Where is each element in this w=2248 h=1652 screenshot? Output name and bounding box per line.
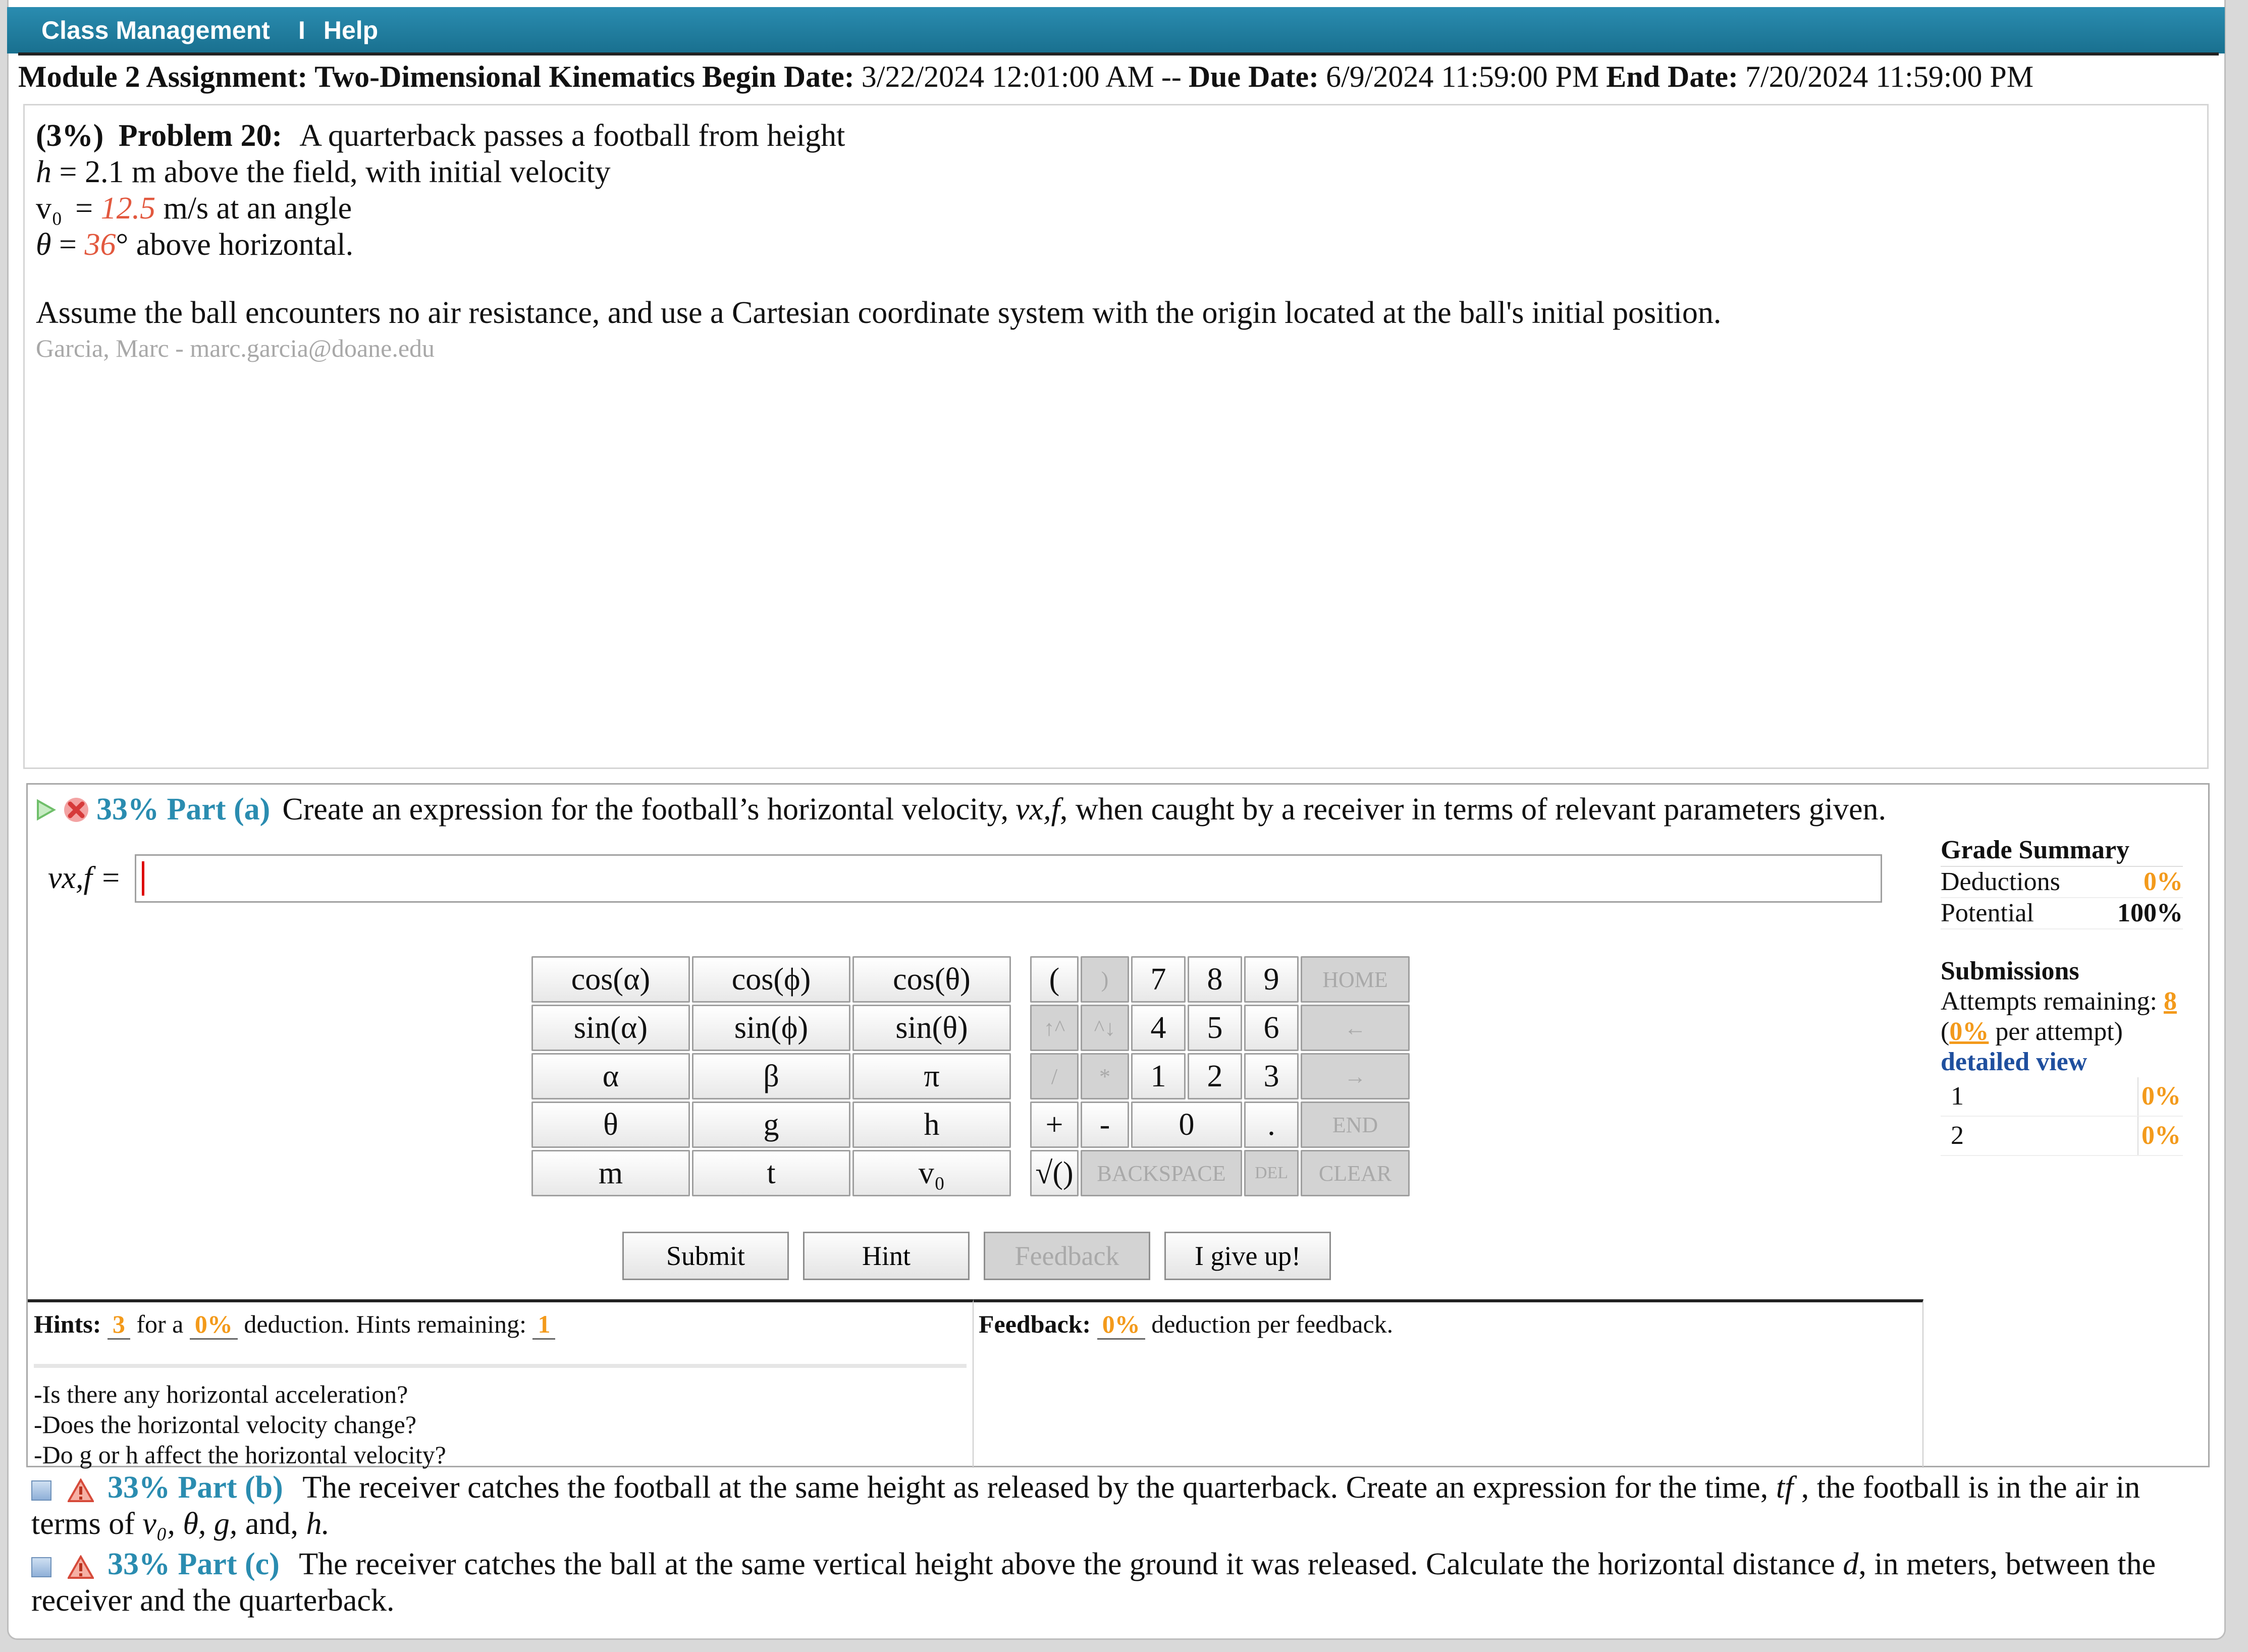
grade-summary	[1941, 835, 2183, 929]
feedback-label: Feedback:	[979, 1310, 1091, 1338]
key-8[interactable]: 8	[1188, 956, 1242, 1003]
part-b-h: h.	[306, 1507, 330, 1541]
open-paren: (	[1941, 1017, 1950, 1046]
grade-summary-title: Grade Summary	[1941, 835, 2183, 867]
feedback-pct: 0%	[1097, 1310, 1145, 1340]
keypad-gap	[1013, 1102, 1028, 1148]
begin-date-label: Begin Date:	[702, 60, 854, 93]
h-symbol: h	[36, 155, 51, 189]
theta-value: 36	[84, 228, 116, 262]
theta-eq: =	[59, 228, 77, 262]
key-5[interactable]: 5	[1188, 1005, 1242, 1051]
key-3[interactable]: 3	[1244, 1053, 1299, 1099]
key-decimal[interactable]: .	[1244, 1102, 1299, 1148]
potential-value: 100%	[2117, 899, 2183, 927]
part-c-text1: The receiver catches the ball at the same vertical height above the ground it was released. Calculate the horizontal distance	[299, 1547, 1835, 1581]
key-6[interactable]: 6	[1244, 1005, 1299, 1051]
key-sqrt[interactable]: √()	[1030, 1150, 1079, 1196]
key-theta[interactable]: θ	[531, 1102, 690, 1148]
problem-weight: (3%)	[36, 119, 104, 153]
part-c-row	[31, 1546, 2197, 1619]
feedback-panel	[974, 1299, 1923, 1468]
deductions-value: 0%	[2144, 867, 2183, 896]
key-0[interactable]: 0	[1131, 1102, 1242, 1148]
answer-label: vx,f =	[48, 861, 122, 895]
part-a-symbol: vx,f	[1015, 792, 1060, 827]
key-v0[interactable]: v₀	[852, 1150, 1011, 1196]
end-date-label: End Date:	[1606, 60, 1738, 93]
answer-input[interactable]	[135, 854, 1882, 903]
submission-row	[1941, 1077, 2183, 1117]
key-4[interactable]: 4	[1131, 1005, 1186, 1051]
hints-remaining: 1	[532, 1310, 555, 1340]
key-del[interactable]: DEL	[1244, 1150, 1299, 1196]
hints-for-a: for a	[136, 1310, 184, 1338]
help-link[interactable]: Help	[323, 16, 379, 44]
key-close-paren[interactable]: )	[1081, 956, 1129, 1003]
key-cos-phi[interactable]: cos(ϕ)	[692, 956, 850, 1003]
equation-keypad	[529, 954, 1412, 1198]
key-9[interactable]: 9	[1244, 956, 1299, 1003]
due-date-label: Due Date:	[1188, 60, 1319, 93]
theta-rest: ° above horizontal.	[116, 228, 354, 262]
v0-value: 12.5	[100, 191, 156, 226]
part-b-text2: , the football is in the air in terms of	[31, 1470, 2140, 1541]
key-sin-alpha[interactable]: sin(α)	[531, 1005, 690, 1051]
key-end[interactable]: END	[1301, 1102, 1410, 1148]
key-cos-alpha[interactable]: cos(α)	[531, 956, 690, 1003]
deductions-label: Deductions	[1941, 867, 2060, 896]
incorrect-x-icon	[63, 797, 89, 823]
key-cos-theta[interactable]: cos(θ)	[852, 956, 1011, 1003]
part-c-symbol: d	[1843, 1547, 1859, 1581]
v0-eq: =	[75, 191, 93, 226]
potential-label: Potential	[1941, 899, 2034, 927]
hints-count: 3	[108, 1310, 130, 1340]
part-c-text2: , in meters, between the receiver and the quarterback.	[31, 1547, 2156, 1618]
attempts-label: Attempts remaining:	[1941, 987, 2157, 1016]
key-m[interactable]: m	[531, 1150, 690, 1196]
key-minus[interactable]: -	[1081, 1102, 1129, 1148]
problem-number: Problem 20:	[118, 119, 283, 153]
submission-pct: 0%	[2137, 1117, 2183, 1155]
part-c-label[interactable]: 33% Part (c)	[108, 1547, 280, 1581]
submissions-title: Submissions	[1941, 957, 2079, 985]
part-a-title	[36, 792, 1886, 828]
part-b-params: v₀, θ, g,	[142, 1507, 238, 1541]
part-b-label[interactable]: 33% Part (b)	[108, 1470, 283, 1505]
top-nav-bar	[7, 7, 2225, 53]
hints-panel	[28, 1299, 974, 1468]
key-superscript[interactable]: ↑^	[1030, 1005, 1079, 1051]
give-up-button[interactable]: I give up!	[1164, 1232, 1331, 1280]
hint-button[interactable]: Hint	[803, 1232, 970, 1280]
key-multiply[interactable]: *	[1081, 1053, 1129, 1099]
keypad-gap	[1013, 956, 1028, 1003]
key-left-arrow[interactable]: ←	[1301, 1005, 1410, 1051]
hint-item: -Do g or h affect the horizontal velocity?	[34, 1441, 446, 1469]
hint-item: -Is there any horizontal acceleration?	[34, 1380, 408, 1408]
key-right-arrow[interactable]: →	[1301, 1053, 1410, 1099]
expand-icon[interactable]	[31, 1557, 51, 1577]
problem-intro: A quarterback passes a football from height	[299, 119, 845, 153]
assignment-title: Module 2 Assignment: Two-Dimensional Kinematics	[18, 60, 695, 93]
part-a-panel	[26, 783, 2210, 1467]
date-dash: --	[1161, 60, 1182, 93]
key-sin-theta[interactable]: sin(θ)	[852, 1005, 1011, 1051]
keypad-gap	[1013, 1005, 1028, 1051]
problem-statement	[23, 104, 2209, 769]
h-rest: = 2.1 m above the field, with initial velocity	[59, 155, 611, 189]
per-attempt-label: per attempt)	[1995, 1017, 2123, 1046]
feedback-text: deduction per feedback.	[1151, 1310, 1394, 1338]
part-a-text-after: , when caught by a receiver in terms of relevant parameters given.	[1059, 792, 1886, 827]
key-1[interactable]: 1	[1131, 1053, 1186, 1099]
part-b-symbol: tf	[1776, 1470, 1794, 1505]
submission-number: 2	[1951, 1121, 1964, 1150]
begin-date-value: 3/22/2024 12:01:00 AM	[861, 60, 1154, 93]
key-plus[interactable]: +	[1030, 1102, 1079, 1148]
part-b-row	[31, 1469, 2197, 1542]
key-2[interactable]: 2	[1188, 1053, 1242, 1099]
action-buttons	[622, 1232, 1331, 1280]
part-a-label: 33% Part (a)	[96, 792, 271, 827]
end-date-value: 7/20/2024 11:59:00 PM	[1745, 60, 2034, 93]
text-cursor	[142, 861, 144, 896]
warning-icon	[68, 1555, 94, 1579]
key-g[interactable]: g	[692, 1102, 850, 1148]
key-clear[interactable]: CLEAR	[1301, 1150, 1410, 1196]
part-a-text-before: Create an expression for the football’s horizontal velocity,	[282, 792, 1009, 827]
key-pi[interactable]: π	[852, 1053, 1011, 1099]
author-credit: Garcia, Marc - marc.garcia@doane.edu	[36, 334, 435, 362]
attempts-value: 8	[2163, 987, 2177, 1016]
detailed-view-link[interactable]: detailed view	[1941, 1048, 2088, 1076]
per-attempt-pct: 0%	[1949, 1017, 1989, 1046]
key-backspace[interactable]: BACKSPACE	[1081, 1150, 1242, 1196]
submissions-panel	[1941, 956, 2183, 1156]
hints-label: Hints:	[34, 1310, 101, 1338]
key-open-paren[interactable]: (	[1030, 956, 1079, 1003]
due-date-value: 6/9/2024 11:59:00 PM	[1326, 60, 1599, 93]
submission-pct: 0%	[2137, 1077, 2183, 1116]
theta-symbol: θ	[36, 228, 51, 262]
expand-icon[interactable]	[31, 1480, 51, 1501]
play-triangle-icon[interactable]	[36, 799, 56, 821]
feedback-button[interactable]: Feedback	[984, 1232, 1150, 1280]
submit-button[interactable]: Submit	[622, 1232, 789, 1280]
submission-number: 1	[1951, 1082, 1964, 1111]
warning-icon	[68, 1478, 94, 1503]
key-divide[interactable]: /	[1030, 1053, 1079, 1099]
key-sin-phi[interactable]: sin(ϕ)	[692, 1005, 850, 1051]
part-b-text1: The receiver catches the football at the same height as released by the quarterback. Create an expression for the time,	[302, 1470, 1769, 1505]
key-h[interactable]: h	[852, 1102, 1011, 1148]
hints-deduction-pct: 0%	[190, 1310, 238, 1340]
key-beta[interactable]: β	[692, 1053, 850, 1099]
assumption-text: Assume the ball encounters no air resistance, and use a Cartesian coordinate system with the origin located at the ball's initial position.	[36, 296, 1722, 330]
part-b-and: and,	[245, 1507, 298, 1541]
key-alpha[interactable]: α	[531, 1053, 690, 1099]
submission-row	[1941, 1117, 2183, 1156]
key-home[interactable]: HOME	[1301, 956, 1410, 1003]
key-t[interactable]: t	[692, 1150, 850, 1196]
assignment-header	[18, 52, 2219, 98]
class-management-link[interactable]: Class Management	[41, 16, 270, 44]
nav-separator: I	[298, 16, 305, 44]
keypad-gap	[1013, 1150, 1028, 1196]
hint-item: -Does the horizontal velocity change?	[34, 1410, 417, 1439]
key-subscript[interactable]: ^↓	[1081, 1005, 1129, 1051]
key-7[interactable]: 7	[1131, 956, 1186, 1003]
v0-rest: m/s at an angle	[163, 191, 352, 226]
v0-symbol: v₀	[36, 191, 63, 226]
hints-deduction-label: deduction. Hints remaining:	[244, 1310, 526, 1338]
keypad-gap	[1013, 1053, 1028, 1099]
